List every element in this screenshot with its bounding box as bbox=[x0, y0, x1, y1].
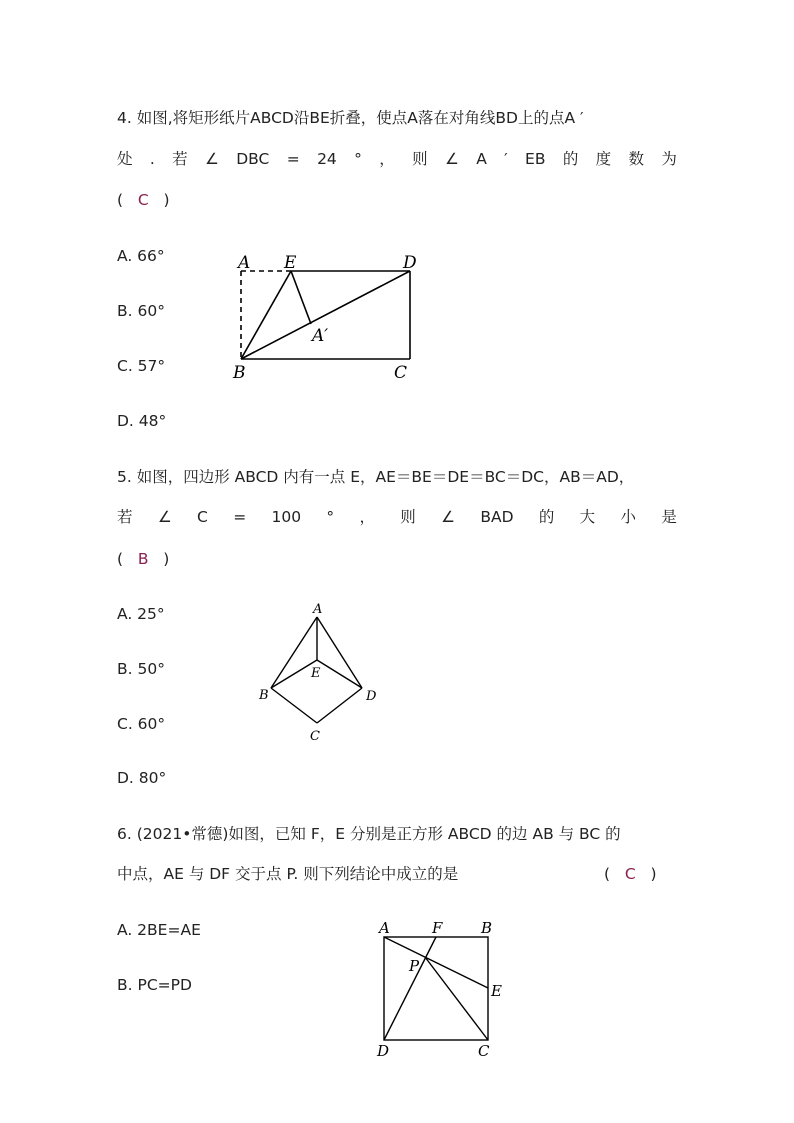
q6-segment-df bbox=[384, 937, 436, 1040]
q6-label-p: P bbox=[409, 957, 420, 975]
q4-option-c: C. 57° bbox=[117, 357, 166, 375]
q5-option-c: C. 60° bbox=[117, 715, 166, 733]
q6-label-b: B bbox=[481, 919, 493, 937]
q4-token: 若 bbox=[172, 150, 188, 168]
q5-token: 大 bbox=[579, 508, 596, 526]
q4-label-c: C bbox=[394, 363, 408, 383]
q5-token: ° bbox=[326, 508, 335, 526]
q5-label-a: A bbox=[313, 602, 323, 617]
q5-option-b: B. 50° bbox=[117, 660, 165, 678]
q4-token: 则 bbox=[412, 150, 428, 168]
q5-stem-line1: 5. 如图，四边形 ABCD 内有一点 E，AE＝BE＝DE＝BC＝DC，AB＝AD， bbox=[117, 468, 635, 486]
q4-token: 的 bbox=[562, 150, 579, 168]
q5-answer: B bbox=[137, 550, 149, 568]
q4-answer: C bbox=[137, 191, 149, 209]
q5-label-c: C bbox=[310, 729, 320, 744]
q6-option-b: B. PC=PD bbox=[117, 976, 192, 994]
q5-token: 小 bbox=[620, 508, 637, 526]
q4-token: EB bbox=[525, 150, 546, 168]
q4-token: 处 bbox=[117, 150, 133, 168]
q4-token: ∠ bbox=[205, 150, 219, 168]
q4-label-e: E bbox=[284, 253, 297, 273]
paren-open: ( bbox=[117, 191, 124, 209]
q6-label-e: E bbox=[491, 982, 502, 1000]
q6-label-a: A bbox=[379, 919, 390, 937]
paren-open: ( bbox=[604, 865, 611, 883]
paren-close: ) bbox=[163, 550, 170, 568]
q5-token: 是 bbox=[661, 508, 677, 526]
q4-option-a: A. 66° bbox=[117, 247, 165, 265]
q6-label-c: C bbox=[478, 1042, 490, 1060]
q6-stem-line1: 6. (2021•常德)如图，已知 F，E 分别是正方形 ABCD 的边 AB 与 BC 的 bbox=[117, 825, 621, 843]
q5-token: ∠ bbox=[441, 508, 456, 526]
paren-close: ) bbox=[650, 865, 657, 883]
q6-label-d: D bbox=[377, 1042, 390, 1060]
q6-segment-ae bbox=[384, 937, 488, 988]
q4-option-b: B. 60° bbox=[117, 302, 165, 320]
q4-label-d: D bbox=[403, 253, 417, 273]
q4-token: . bbox=[149, 150, 155, 168]
q4-token: 24 bbox=[317, 150, 337, 168]
q5-option-d: D. 80° bbox=[117, 769, 167, 787]
q5-token: ∠ bbox=[157, 508, 172, 526]
q4-label-a: A bbox=[238, 253, 251, 273]
q5-token: 的 bbox=[538, 508, 555, 526]
q6-option-a: A. 2BE=AE bbox=[117, 921, 201, 939]
q4-token: 为 bbox=[661, 150, 677, 168]
q4-token: DBC bbox=[236, 150, 270, 168]
q5-token: ， bbox=[359, 508, 375, 526]
q5-label-d: D bbox=[366, 689, 377, 704]
q5-token: 则 bbox=[400, 508, 416, 526]
q5-token: 若 bbox=[117, 508, 133, 526]
paren-close: ) bbox=[163, 191, 170, 209]
q4-label-b: B bbox=[233, 363, 246, 383]
q5-label-b: B bbox=[259, 688, 269, 703]
q4-token: 度 bbox=[595, 150, 612, 168]
q6-segment-pc bbox=[425, 957, 488, 1040]
q5-token: 100 bbox=[271, 508, 302, 526]
q6-stem-text: 中点，AE 与 DF 交于点 P. 则下列结论中成立的是 bbox=[117, 865, 459, 883]
q6-label-f: F bbox=[432, 919, 443, 937]
q4-stem-line1: 4. 如图,将矩形纸片ABCD沿BE折叠，使点A落在对角线BD上的点A ′ bbox=[117, 109, 584, 127]
q5-option-a: A. 25° bbox=[117, 605, 165, 623]
q4-token: ， bbox=[379, 150, 395, 168]
q5-token: = bbox=[233, 508, 247, 526]
q5-token: C bbox=[197, 508, 208, 526]
q4-option-d: D. 48° bbox=[117, 412, 167, 430]
q4-token: ∠ bbox=[444, 150, 459, 168]
q4-token: ′ bbox=[504, 150, 508, 168]
q5-token: BAD bbox=[480, 508, 514, 526]
q6-answer: C bbox=[624, 865, 636, 883]
q4-token: ° bbox=[354, 150, 362, 168]
q6-square-abcd bbox=[384, 937, 488, 1040]
q4-token: A bbox=[476, 150, 487, 168]
q4-token: 数 bbox=[628, 150, 645, 168]
q5-label-e: E bbox=[311, 666, 321, 681]
q4-label-aprime: A′ bbox=[312, 326, 329, 346]
q4-token: = bbox=[286, 150, 300, 168]
paren-open: ( bbox=[117, 550, 124, 568]
